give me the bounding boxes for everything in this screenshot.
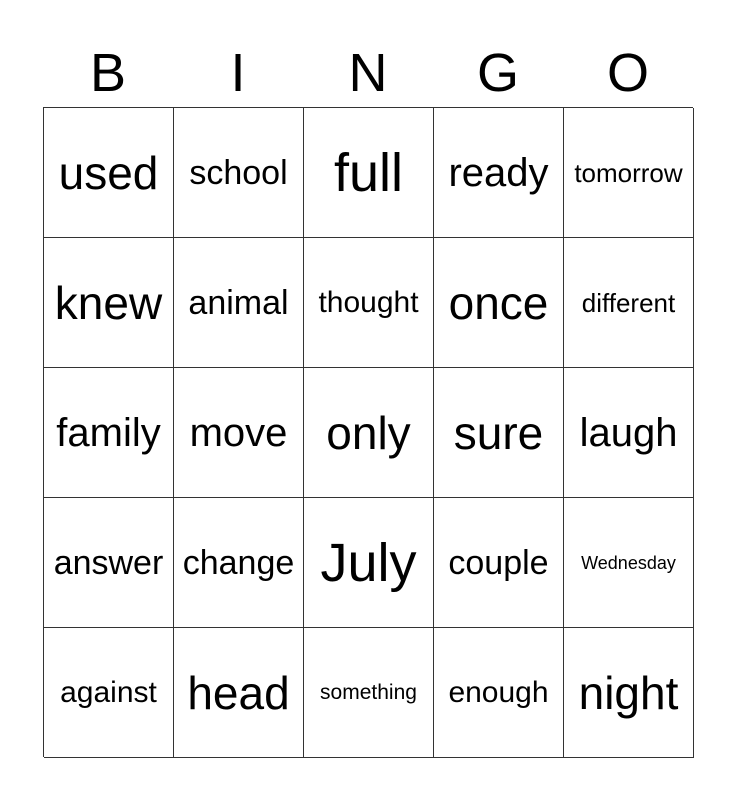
bingo-cell[interactable]: family: [44, 368, 174, 498]
bingo-cell[interactable]: only: [304, 368, 434, 498]
bingo-cell[interactable]: laugh: [564, 368, 694, 498]
header-letter-n: N: [348, 43, 388, 103]
bingo-cell[interactable]: head: [174, 628, 304, 758]
header-letter-b: B: [89, 43, 127, 103]
bingo-cell[interactable]: enough: [434, 628, 564, 758]
bingo-cell[interactable]: couple: [434, 498, 564, 628]
bingo-cell[interactable]: full: [304, 108, 434, 238]
bingo-cell[interactable]: once: [434, 238, 564, 368]
bingo-cell[interactable]: knew: [44, 238, 174, 368]
bingo-cell[interactable]: move: [174, 368, 304, 498]
bingo-cell[interactable]: night: [564, 628, 694, 758]
bingo-cell[interactable]: sure: [434, 368, 564, 498]
header-letter-i: I: [230, 43, 246, 103]
bingo-header: [43, 40, 693, 106]
bingo-cell[interactable]: July: [304, 498, 434, 628]
bingo-cell[interactable]: used: [44, 108, 174, 238]
header-letter-g: G: [476, 43, 519, 103]
bingo-cell[interactable]: animal: [174, 238, 304, 368]
header-letter-o: O: [606, 43, 649, 103]
bingo-cell[interactable]: school: [174, 108, 304, 238]
bingo-board: [43, 107, 693, 757]
bingo-cell[interactable]: against: [44, 628, 174, 758]
bingo-cell[interactable]: change: [174, 498, 304, 628]
bingo-cell[interactable]: answer: [44, 498, 174, 628]
bingo-cell[interactable]: something: [304, 628, 434, 758]
bingo-cell[interactable]: tomorrow: [564, 108, 694, 238]
bingo-cell[interactable]: ready: [434, 108, 564, 238]
bingo-cell[interactable]: different: [564, 238, 694, 368]
bingo-cell[interactable]: Wednesday: [564, 498, 694, 628]
bingo-cell[interactable]: thought: [304, 238, 434, 368]
